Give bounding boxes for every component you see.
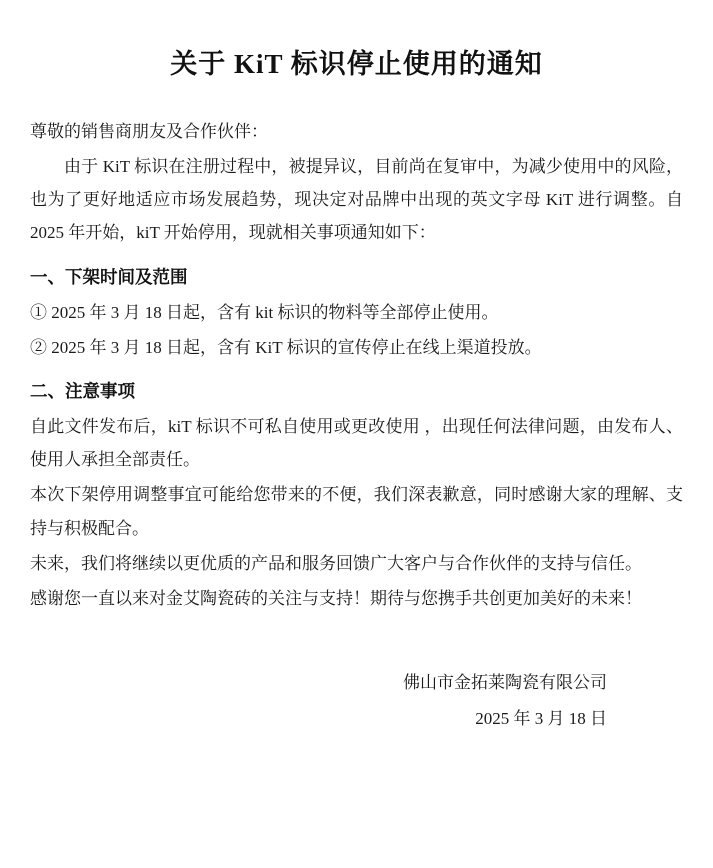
document-body: [30, 87, 683, 736]
notice-paragraph: 未来，我们将继续以更优质的产品和服务回馈广大客户与合作伙伴的支持与信任。: [30, 553, 642, 573]
section-heading-2: 二、注意事项: [30, 380, 135, 401]
page-title: 关于 KiT 标识停止使用的通知: [170, 49, 543, 79]
list-item: [30, 296, 683, 329]
notice-paragraph: 感谢您一直以来对金艾陶瓷砖的关注与支持！期待与您携手共创更加美好的未来！: [30, 588, 642, 608]
signature-date: 2025 年 3 月 18 日: [475, 708, 607, 728]
list-marker: ②: [30, 337, 47, 357]
intro-paragraph: 由于 KiT 标识在注册过程中，被提异议，目前尚在复审中，为减少使用中的风险，也为了更好地适应市场发展趋势，现决定对品牌中出现的英文字母 KiT 进行调整。自 2025 年开始，kiT 开始停用，现就相关事项通知如下：: [30, 157, 683, 243]
signature-company: 佛山市金拓莱陶瓷有限公司: [403, 672, 607, 692]
section-heading-1: 一、下架时间及范围: [30, 266, 188, 287]
list-item-text: 2025 年 3 月 18 日起，含有 KiT 标识的宣传停止在线上渠道投放。: [51, 337, 542, 357]
notice-paragraph: 自此文件发布后，kiT 标识不可私自使用或更改使用 ，出现任何法律问题，由发布人、使用人承担全部责任。: [30, 417, 683, 470]
signature-block: [30, 665, 683, 736]
salutation: 尊敬的销售商朋友及合作伙伴：: [30, 122, 268, 141]
list-item: [30, 331, 683, 364]
notice-paragraph: 本次下架停用调整事宜可能给您带来的不便，我们深表歉意，同时感谢大家的理解、支持与积极配合。: [30, 485, 683, 538]
list-marker: ①: [30, 302, 47, 322]
list-item-text: 2025 年 3 月 18 日起，含有 kit 标识的物料等全部停止使用。: [51, 302, 499, 322]
